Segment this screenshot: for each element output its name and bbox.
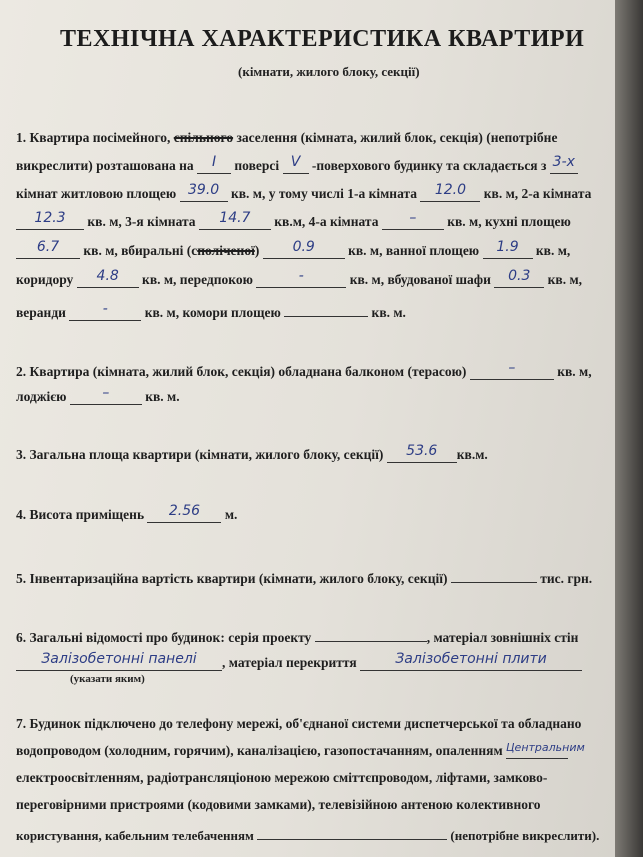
page-edge-shadow [615, 0, 643, 857]
living-area-field[interactable]: 39.0 [180, 186, 228, 202]
floors-total-field[interactable]: V [283, 158, 309, 174]
project-series-field[interactable] [315, 626, 427, 642]
s4-line: 4. Висота приміщень 2.56 м. [16, 503, 238, 522]
height-field[interactable]: 2.56 [147, 507, 221, 523]
closet-field[interactable]: 0.3 [494, 272, 544, 288]
s7-line-4: переговірними пристроями (кодовими замками), телевізійною антеною колективного [16, 797, 541, 812]
struck-word: спільного [173, 130, 234, 145]
s1-line-3: кімнат житловою площею 39.0 кв. м, у тому числі 1-а кімната 12.0 кв. м, 2-а кімната [16, 182, 592, 201]
veranda-field[interactable]: - [69, 305, 141, 321]
floor-field[interactable]: I [197, 158, 231, 174]
s7-line-5: користування, кабельним телебаченням (непотрібне викреслити). [16, 824, 599, 844]
s7-line-3: електроосвітленням, радіотрансляціоною мережою сміттєпроводом, ліфтами, замково- [16, 770, 548, 785]
s5-line: 5. Інвентаризаційна вартість квартири (кімнати, жилого блоку, секції) тис. грн. [16, 567, 592, 587]
struck-word: поліченої [197, 243, 255, 258]
s1-line-5: 6.7 кв. м, вбиральні (споліченої) 0.9 кв. м, ванної площею 1.9 кв. м, [16, 243, 570, 259]
room3-field[interactable]: 14.7 [199, 214, 271, 230]
walls-material-field[interactable]: Залізобетонні панелі [16, 655, 222, 671]
hall-field[interactable]: - [256, 272, 346, 288]
s3-line: 3. Загальна площа квартири (кімнати, жилого блоку, секції) 53.6 кв.м. [16, 443, 488, 462]
balcony-field[interactable]: – [470, 364, 554, 380]
corridor-field[interactable]: 4.8 [77, 272, 139, 288]
document-title: ТЕХНІЧНА ХАРАКТЕРИСТИКА КВАРТИРИ [60, 26, 585, 52]
s2-line-1: 2. Квартира (кімната, жилий блок, секція) обладнана балконом (терасою) – кв. м, [16, 360, 592, 379]
specify-note: (указати яким) [70, 673, 145, 685]
inventory-value-field[interactable] [451, 567, 537, 583]
kitchen-field[interactable]: 6.7 [16, 243, 80, 259]
s1-line-2: викреслити) розташована на I поверсі V -поверхового будинку та складається з 3-х [16, 158, 578, 174]
ceiling-material-field[interactable]: Залізобетонні плити [360, 655, 582, 671]
bath-field[interactable]: 1.9 [483, 243, 533, 259]
loggia-field[interactable]: – [70, 389, 142, 405]
heating-field[interactable]: Центральним [506, 743, 568, 759]
s7-line-1: 7. Будинок підключено до телефону мережі, об'єднаної системи диспетчерської та обладнано [16, 716, 582, 731]
s1-line-7: веранди - кв. м, комори площею кв. м. [16, 301, 406, 320]
room2-field[interactable]: 12.3 [16, 214, 84, 230]
room1-field[interactable]: 12.0 [420, 186, 480, 202]
rooms-count-field[interactable]: 3-х [550, 158, 578, 174]
s7-line-2: водопроводом (холодним, горячим), каналізацією, газопостачанням, опаленням $^{Центральним}$ [16, 741, 585, 758]
s6-line-1: 6. Загальні відомості про будинок: серія проекту , матеріал зовнішніх стін [16, 626, 578, 646]
document-subtitle: (кімнати, жилого блоку, секції) [238, 64, 420, 79]
toilet-field[interactable]: 0.9 [263, 243, 345, 259]
total-area-field[interactable]: 53.6 [387, 447, 457, 463]
s2-line-2: лоджією – кв. м. [16, 385, 180, 404]
s1-line-1: 1. Квартира посімейного, спільного заселення (кімната, жилий блок, секція) (непотрібне [16, 130, 558, 145]
cable-tv-field[interactable] [257, 824, 447, 840]
s1-line-4: 12.3 кв. м, 3-я кімната 14.7 кв.м, 4-а кімната – кв. м, кухні площею [16, 214, 571, 230]
storage-field[interactable] [284, 301, 368, 317]
s1-line-6: коридору 4.8 кв. м, передпокою - кв. м, вбудованої шафи 0.3 кв. м, [16, 268, 583, 287]
s6-line-2: Залізобетонні панелі , матеріал перекриття Залізобетонні плити [16, 655, 582, 671]
room4-field[interactable]: – [382, 214, 444, 230]
